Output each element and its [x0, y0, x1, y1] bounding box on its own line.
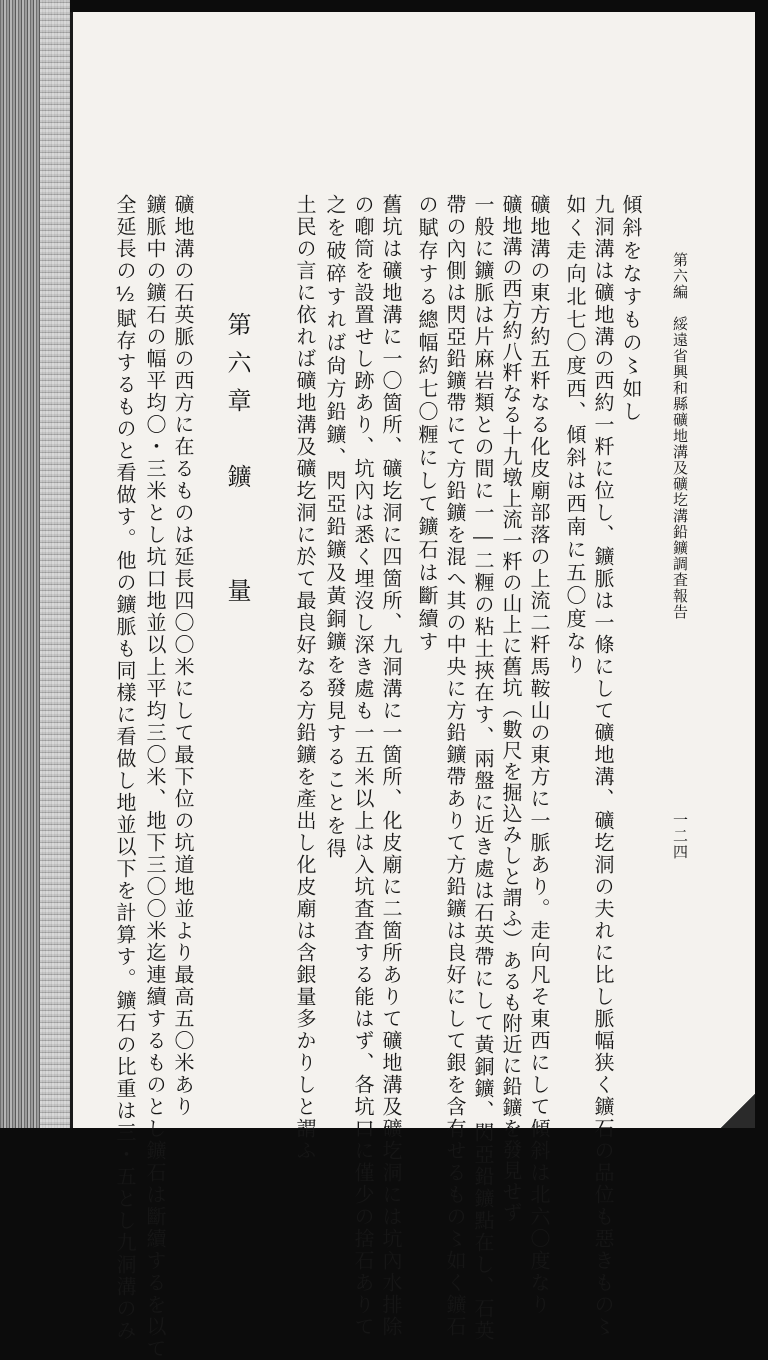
- body-line-6: 一般に鑛脈は片麻岩類との間に一―二糎の粘土挾在す、兩盤に近き處は石英帶にして黃銅鑛、閃亞鉛鑛點在し、石英: [471, 194, 495, 1342]
- page-corner-curl: [721, 1094, 755, 1128]
- body-line-2: 九洞溝は礦地溝の西約一粁に位し、鑛脈は一條にして礦地溝、礦圪洞の夫れに比し脈幅狭く鑛石の品位も惡きもの〻: [591, 194, 615, 1338]
- body-line-7: 帶の內側は閃亞鉛鑛帶にて方鉛鑛を混へ其の中央に方鉛鑛帶ありて方鉛鑛は良好にして銀を含有せるもの〻如く鑛石: [443, 194, 467, 1338]
- body-line-9: 舊坑は礦地溝に一〇箇所、礦圪洞に四箇所、九洞溝に一箇所、化皮廟に二箇所ありて礦地溝及礦圪洞には坑內水排除: [379, 194, 403, 1338]
- body-line-12: 土民の言に依れば礦地溝及礦圪洞に於て最良好なる方鉛鑛を產出し化皮廟は含銀量多かりしと謂ふ: [293, 194, 317, 1162]
- page-number: 一二四: [671, 812, 689, 860]
- body-line-1: 傾斜をなすもの〻如し: [619, 194, 643, 424]
- chapter-line-1: 礦地溝の石英脈の西方に在るものは延長四〇〇米にして最下位の坑道地並より最高五〇米あり: [171, 194, 195, 1118]
- body-line-5: 礦地溝の西方約八粁なる十九墩上流一粁の山上に舊坑（數尺を掘込みしと謂ふ）あるも附近に鉛鑛を發見せず: [499, 194, 523, 1223]
- chapter-heading: 第六章 鑛 量: [223, 312, 251, 616]
- body-line-11: 之を破碎すれば尙方鉛鑛、閃亞鉛鑛及黃銅鑛を發見することを得: [323, 194, 347, 861]
- body-line-4: 礦地溝の東方約五粁なる化皮廟部落の上流二粁馬鞍山の東方に一脈あり。走向凡そ東西にして傾斜は北六〇度なり: [527, 194, 551, 1316]
- scanned-page: [70, 12, 755, 1360]
- binding-shadow: [40, 0, 70, 1128]
- body-line-8: の賦存する總幅約七〇糎にして鑛石は斷續す: [415, 194, 439, 654]
- chapter-line-2: 鑛脈中の鑛石の幅平均〇・三米とし坑口地並以上平均三〇米、地下三〇〇米迄連續するものとし鑛石は斷續するを以て: [143, 194, 167, 1360]
- running-title: 第六編 綏遠省興和縣礦地溝及礦圪溝鉛鑛調査報告: [671, 252, 689, 620]
- body-line-10: の喞筒を設置せし跡あり、坑內は悉く埋沒し深き處も一五米以上は入坑査査する能はず、各坑口に僅少の捨石ありて: [351, 194, 375, 1338]
- chapter-line-3: 全延長の½賦存するものと看做す。他の鑛脈も同樣に看做し地並以下を計算す。鑛石の比重は三・五とし九洞溝のみ: [113, 194, 137, 1342]
- body-line-3: 如く走向北七〇度西、傾斜は西南に五〇度なり: [563, 194, 587, 677]
